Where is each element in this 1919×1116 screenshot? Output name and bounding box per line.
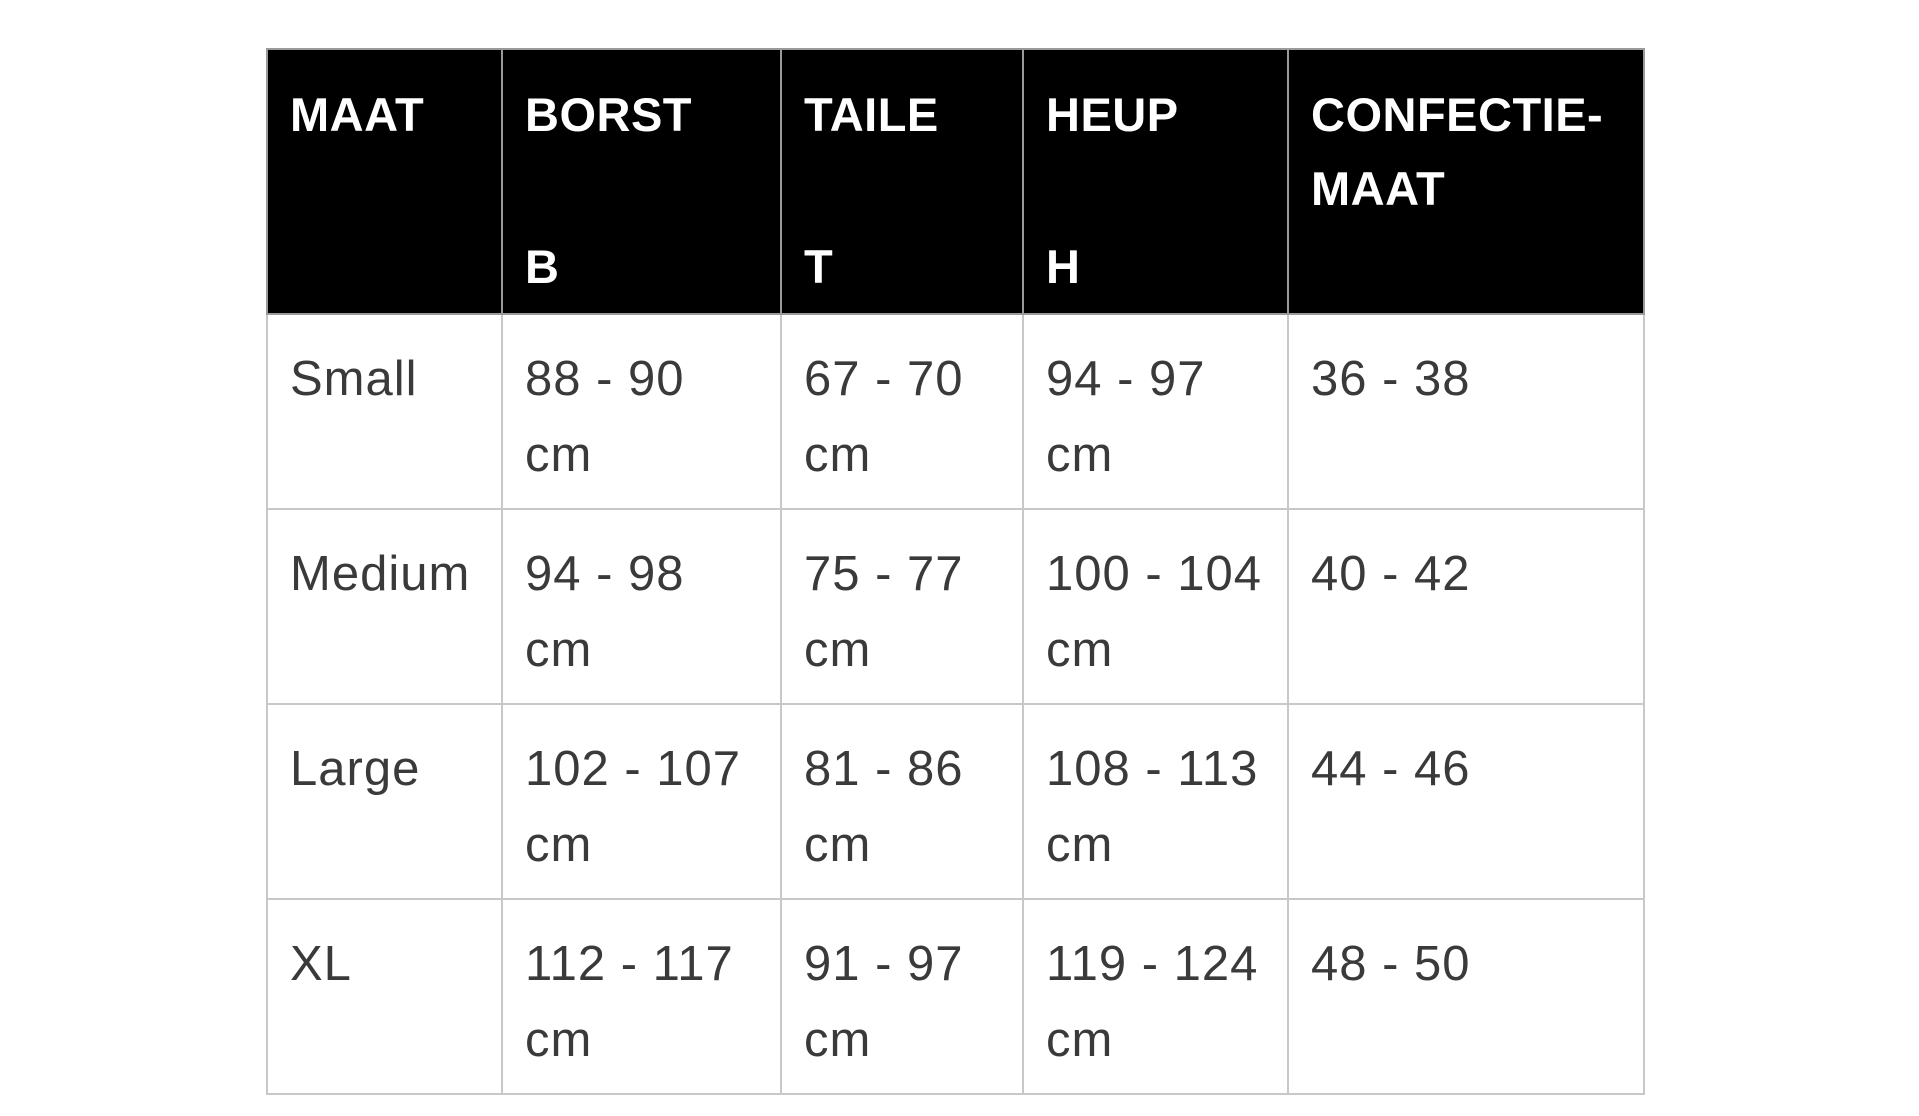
unit-label: cm (804, 623, 872, 677)
header-row (267, 49, 1644, 314)
size-label: Large (290, 742, 421, 796)
unit-label: cm (804, 1013, 872, 1067)
header-confectiemaat (1288, 49, 1644, 314)
unit-label: cm (1046, 428, 1114, 482)
table-row (267, 899, 1644, 1094)
cell-borst (502, 704, 781, 899)
confectie-value: 48 - 50 (1311, 937, 1471, 991)
cell-confectie (1288, 314, 1644, 509)
cell-confectie (1288, 509, 1644, 704)
header-heup (1023, 49, 1288, 314)
cell-confectie (1288, 704, 1644, 899)
header-taile-abbr: T (804, 240, 834, 293)
header-borst-abbr: B (525, 240, 560, 293)
header-confectiemaat-line1: CONFECTIE- (1311, 88, 1604, 141)
confectie-value: 44 - 46 (1311, 742, 1471, 796)
table-row (267, 509, 1644, 704)
header-borst-label: BORST (525, 88, 692, 141)
size-label: Medium (290, 547, 471, 601)
header-borst (502, 49, 781, 314)
cell-confectie (1288, 899, 1644, 1094)
cell-heup (1023, 509, 1288, 704)
cell-size (267, 509, 502, 704)
size-label: Small (290, 352, 418, 406)
borst-value: 88 - 90 (525, 352, 685, 406)
cell-size (267, 704, 502, 899)
confectie-value: 36 - 38 (1311, 352, 1471, 406)
cell-taile (781, 509, 1023, 704)
table-body (267, 314, 1644, 1094)
header-maat-label: MAAT (290, 88, 425, 141)
cell-heup (1023, 704, 1288, 899)
cell-heup (1023, 314, 1288, 509)
header-taile-label: TAILE (804, 88, 939, 141)
cell-taile (781, 314, 1023, 509)
heup-value: 108 - 113 (1046, 742, 1259, 796)
cell-borst (502, 314, 781, 509)
unit-label: cm (525, 428, 593, 482)
header-maat (267, 49, 502, 314)
unit-label: cm (525, 818, 593, 872)
cell-size (267, 314, 502, 509)
unit-label: cm (525, 623, 593, 677)
heup-value: 100 - 104 (1046, 547, 1263, 601)
cell-borst (502, 899, 781, 1094)
taile-value: 67 - 70 (804, 352, 964, 406)
cell-heup (1023, 899, 1288, 1094)
cell-borst (502, 509, 781, 704)
unit-label: cm (804, 818, 872, 872)
taile-value: 75 - 77 (804, 547, 964, 601)
unit-label: cm (804, 428, 872, 482)
heup-value: 119 - 124 (1046, 937, 1259, 991)
cell-taile (781, 899, 1023, 1094)
header-heup-label: HEUP (1046, 88, 1179, 141)
size-chart-table (266, 48, 1645, 1095)
borst-value: 112 - 117 (525, 937, 734, 991)
table-row (267, 704, 1644, 899)
borst-value: 94 - 98 (525, 547, 685, 601)
cell-size (267, 899, 502, 1094)
borst-value: 102 - 107 (525, 742, 742, 796)
unit-label: cm (1046, 818, 1114, 872)
size-label: XL (290, 937, 352, 991)
cell-taile (781, 704, 1023, 899)
unit-label: cm (525, 1013, 593, 1067)
confectie-value: 40 - 42 (1311, 547, 1471, 601)
table-header (267, 49, 1644, 314)
unit-label: cm (1046, 1013, 1114, 1067)
taile-value: 91 - 97 (804, 937, 964, 991)
header-heup-abbr: H (1046, 240, 1081, 293)
taile-value: 81 - 86 (804, 742, 964, 796)
header-confectiemaat-line2: MAAT (1311, 162, 1446, 215)
unit-label: cm (1046, 623, 1114, 677)
table-row (267, 314, 1644, 509)
heup-value: 94 - 97 (1046, 352, 1206, 406)
header-taile (781, 49, 1023, 314)
